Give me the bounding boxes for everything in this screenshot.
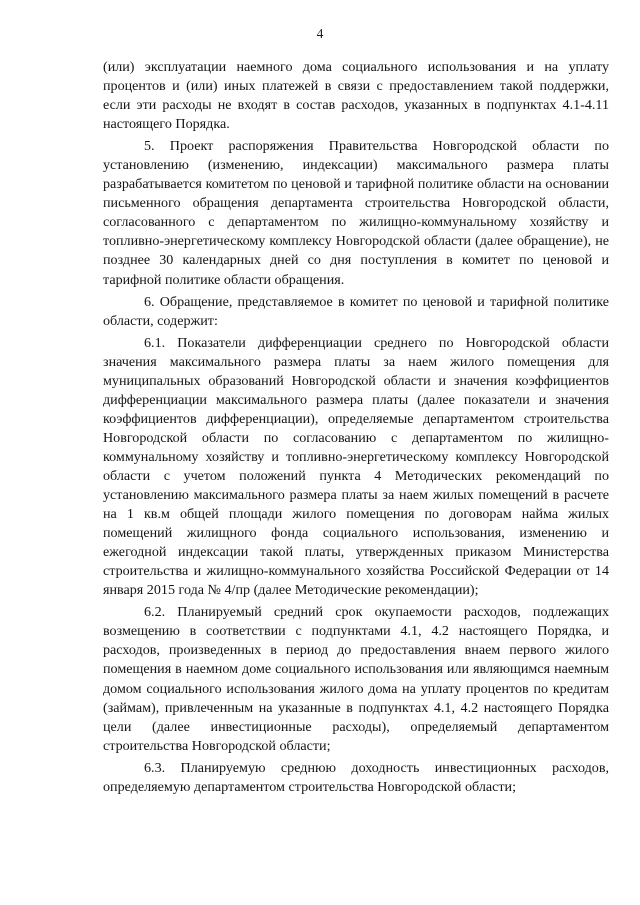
- document-body: [103, 58, 609, 797]
- paragraph-continuation: (или) эксплуатации наемного дома социального использования и на уплату процентов и (или) иных платежей в связи с предоставлением такой поддержки, если эти расходы не входят в состав расходов, указанных в подпунктах 4.1-4.11 настоящего Порядка.: [103, 59, 609, 133]
- paragraph-item-6-3: 6.3. Планируемую среднюю доходность инвестиционных расходов, определяемую департаментом строительства Новгородской области;: [103, 759, 609, 795]
- paragraph-item-6-2: 6.2. Планируемый средний срок окупаемости расходов, подлежащих возмещению в соответствии с подпунктами 4.1, 4.2 настоящего Порядка, и расходов, произведенных в период до предоставления внаем первого жилого помещения в наемном доме социального использования или являющимся наемным домом социального использования жилого дома на уплату процентов по кредитам (займам), привлеченным на указанные в подпунктах 4.1, 4.2 настоящего Порядка цели (далее инвестиционные расходы), определяемый департаментом строительства Новгородской области;: [103, 604, 609, 754]
- paragraph-item-6: 6. Обращение, представляемое в комитет по ценовой и тарифной политике области, содержит:: [103, 293, 609, 329]
- paragraph-item-6-1: 6.1. Показатели дифференциации среднего по Новгородской области значения максимального размера платы за наем жилого помещения для муниципальных образований Новгородской области и значения коэффициентов дифференциации максимального размера платы (далее показатели и значения коэффициентов дифференциации), определяемые департаментом строительства Новгородской области по согласованию с департаментом по жилищно-коммунальному хозяйству и топливно-энергетическому комплексу Новгородской области с учетом положений пункта 4 Методических рекомендаций по установлению максимального размера платы за наем жилых помещений в расчете на 1 кв.м общей площади жилого помещения по договорам найма жилых помещений жилищного фонда социального использования, изменению и ежегодной индексации такой платы, утвержденных приказом Министерства строительства и жилищно-коммунального хозяйства Российской Федерации от 14 января 2015 года № 4/пр (далее Методические рекомендации);: [103, 334, 609, 599]
- page-number: 4: [316, 26, 324, 41]
- paragraph-item-5: 5. Проект распоряжения Правительства Новгородской области по установлению (изменению, индексации) максимального размера платы разрабатывается комитетом по ценовой и тарифной политике области на основании письменного обращения департамента строительства Новгородской области, согласованного с департаментом по жилищно-коммунальному хозяйству и топливно-энергетическому комплексу Новгородской области (далее обращение), не позднее 30 календарных дней со дня поступления в комитет по ценовой и тарифной политике области обращения.: [103, 138, 609, 288]
